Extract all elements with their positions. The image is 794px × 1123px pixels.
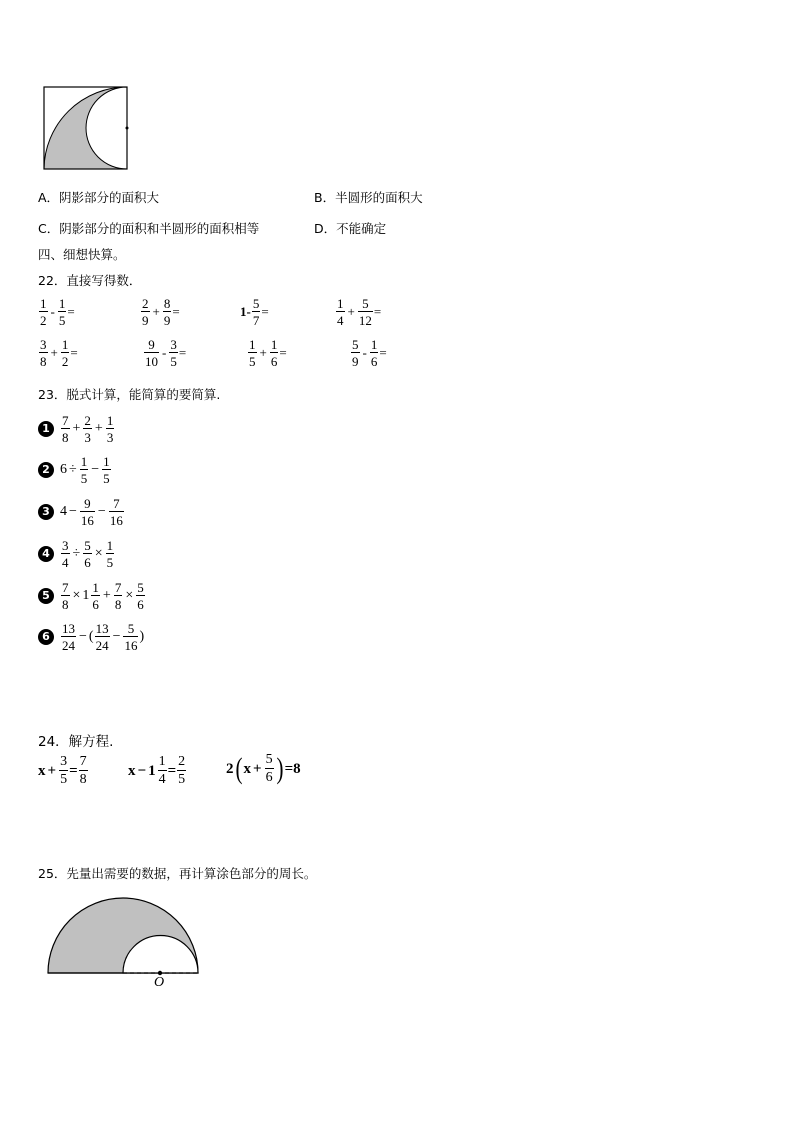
q25-title: 25．先量出需要的数据，再计算涂色部分的周长。	[38, 866, 317, 881]
choice-a: A．阴影部分的面积大	[38, 190, 160, 205]
choice-b: B．半圆形的面积大	[314, 190, 423, 205]
marker-5: 5	[38, 588, 54, 604]
q22-title: 22．直接写得数．	[38, 273, 142, 288]
center-label: O	[154, 975, 165, 990]
choice-d: D．不能确定	[314, 221, 387, 236]
section-heading: 四、细想快算。	[38, 247, 126, 262]
q22-item-3: 1- $\frac{5}{7}$ =	[240, 296, 269, 328]
q23-expr-5: 5 $\frac{7}{8}$ × 1 $\frac{1}{6}$ + $\frac{7}{8}$ × $\frac{5}{6}$	[38, 581, 146, 611]
q22-item-7: $\frac{1}{5}$ + $\frac{1}{6}$ =	[249, 337, 287, 369]
q23-expr-4: 4 $\frac{3}{4}$ ÷ $\frac{5}{6}$ × $\frac{1}{5}$	[38, 539, 115, 569]
marker-2: 2	[38, 462, 54, 478]
marker-6: 6	[38, 629, 54, 645]
q23-title: 23．脱式计算，能简算的要简算.	[38, 387, 221, 402]
choice-c: C．阴影部分的面积和半圆形的面积相等	[38, 221, 260, 236]
q22-item-6: $\frac{9}{10}$ - $\frac{3}{5}$ =	[145, 337, 187, 369]
q23-expr-1: 1 $\frac{7}{8}$ + $\frac{2}{3}$ + $\frac{1}{3}$	[38, 414, 115, 444]
center-dot	[126, 127, 129, 130]
semicircle-figure	[44, 894, 204, 976]
q24-equation-1: x + $\frac{3}{5}$ = $\frac{7}{8}$	[38, 754, 87, 787]
q22-item-4: $\frac{1}{4}$ + $\frac{5}{12}$ =	[337, 296, 382, 328]
q22-item-5: $\frac{3}{8}$ + $\frac{1}{2}$ =	[40, 337, 78, 369]
q24-title: 24．解方程.	[38, 734, 114, 750]
q22-item-8: $\frac{5}{9}$ - $\frac{1}{6}$ =	[352, 337, 387, 369]
square-semicircle-figure	[40, 84, 132, 174]
q23-expr-3: 3 4 − $\frac{9}{16}$ − $\frac{7}{16}$	[38, 497, 125, 527]
q23-expr-6: 6 $\frac{13}{24}$ − ( $\frac{13}{24}$ − $\frac{5}{16}$ )	[38, 622, 144, 652]
q24-equation-3: 2 ( x + $\frac{5}{6}$ ) = 8	[226, 752, 301, 785]
q24-equation-2: x − 1 $\frac{1}{4}$ = $\frac{2}{5}$	[128, 754, 186, 787]
q22-item-2: $\frac{2}{9}$ + $\frac{8}{9}$ =	[142, 296, 180, 328]
marker-3: 3	[38, 504, 54, 520]
q22-item-1: $\frac{1}{2}$ - $\frac{1}{5}$ =	[40, 296, 75, 328]
marker-1: 1	[38, 421, 54, 437]
q23-expr-2: 2 6 ÷ $\frac{1}{5}$ − $\frac{1}{5}$	[38, 455, 112, 485]
marker-4: 4	[38, 546, 54, 562]
